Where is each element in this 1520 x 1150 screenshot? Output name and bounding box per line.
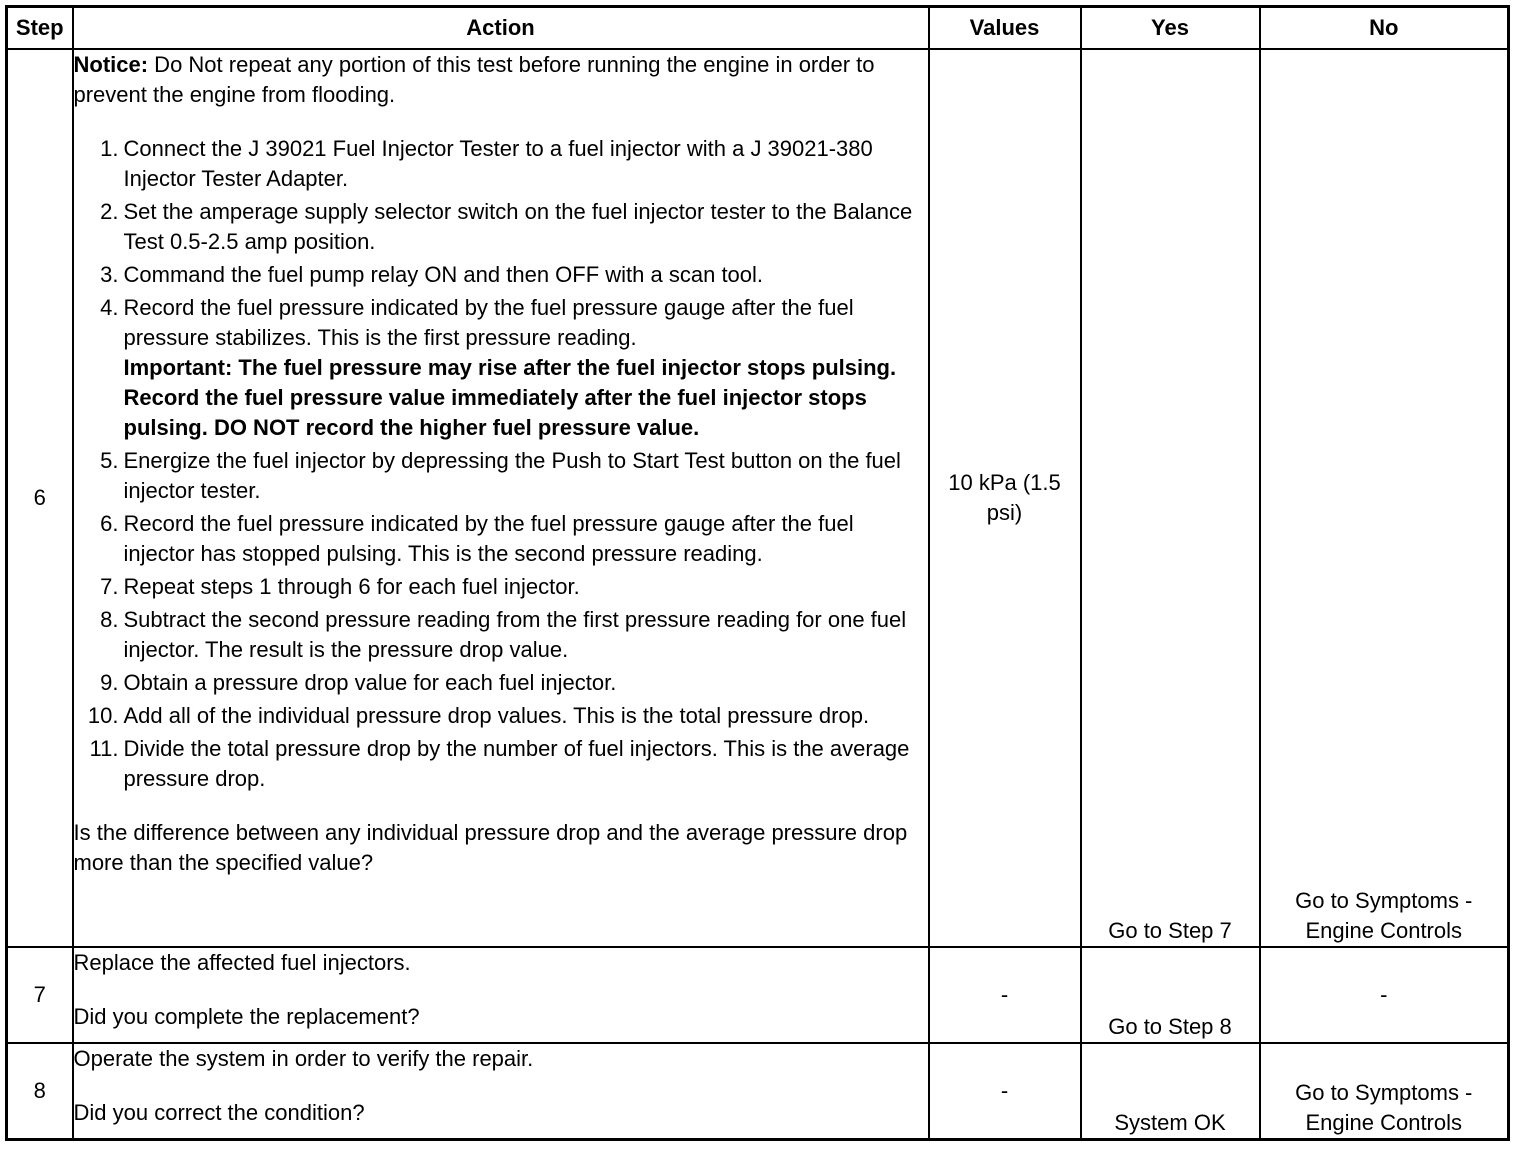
item-number: 5. [100, 448, 119, 473]
item-number: 3. [100, 262, 119, 287]
step-question: Did you correct the condition? [73, 1100, 365, 1125]
header-row [7, 7, 1509, 50]
table-row-step-7 [7, 947, 1509, 1043]
procedure-step-list [74, 134, 928, 794]
item-text: Repeat steps 1 through 6 for each fuel injector. [123, 574, 580, 599]
item-text: Subtract the second pressure reading from the first pressure reading for one fuel injector. The result is the pressure drop value. [123, 607, 907, 662]
no-cell: Go to Symptoms - Engine Controls [1260, 1043, 1509, 1140]
table-row-step-6 [7, 49, 1509, 947]
step-question: Did you complete the replacement? [73, 1004, 420, 1029]
item-text: Record the fuel pressure indicated by the fuel pressure gauge after the fuel pressure stabilizes. This is the first pressure reading. [123, 295, 854, 350]
list-item [74, 572, 928, 602]
header-no: No [1260, 7, 1509, 50]
item-text: Command the fuel pump relay ON and then OFF with a scan tool. [123, 262, 764, 287]
item-number: 8. [100, 607, 119, 632]
item-text: Obtain a pressure drop value for each fuel injector. [123, 670, 617, 695]
no-cell: - [1260, 947, 1509, 1043]
step-number: 6 [7, 49, 73, 947]
list-item [74, 701, 928, 731]
header-action: Action [73, 7, 929, 50]
table-row-step-8 [7, 1043, 1509, 1140]
item-number: 9. [100, 670, 119, 695]
header-yes: Yes [1081, 7, 1260, 50]
item-text: Record the fuel pressure indicated by the fuel pressure gauge after the fuel injector has stopped pulsing. This is the second pressure reading. [123, 511, 854, 566]
item-text: Energize the fuel injector by depressing the Push to Start Test button on the fuel injector tester. [123, 448, 901, 503]
list-item [74, 668, 928, 698]
action-cell [73, 1043, 929, 1140]
item-text: Divide the total pressure drop by the number of fuel injectors. This is the average pressure drop. [123, 736, 910, 791]
values-cell: - [929, 947, 1081, 1043]
values-cell: 10 kPa (1.5 psi) [929, 49, 1081, 947]
item-number: 2. [100, 199, 119, 224]
important-note: Important: The fuel pressure may rise after the fuel injector stops pulsing. Record the fuel pressure value immediately after the fuel injector stops pulsing. DO NOT record the higher fuel pressure value. [123, 355, 897, 440]
notice-text: Do Not repeat any portion of this test before running the engine in order to prevent the engine from flooding. [73, 52, 875, 107]
action-cell [73, 49, 929, 947]
item-text: Add all of the individual pressure drop values. This is the total pressure drop. [123, 703, 870, 728]
item-number: 7. [100, 574, 119, 599]
values-cell: - [929, 1043, 1081, 1140]
step-number: 8 [7, 1043, 73, 1140]
item-number: 1. [100, 136, 119, 161]
item-number: 6. [100, 511, 119, 536]
list-item [74, 734, 928, 794]
action-text: Operate the system in order to verify the repair. [73, 1046, 534, 1071]
list-item [74, 197, 928, 257]
item-number: 10. [87, 703, 119, 728]
item-text: Set the amperage supply selector switch on the fuel injector tester to the Balance Test 0.5-2.5 amp position. [123, 199, 913, 254]
list-item [74, 260, 928, 290]
list-item [74, 134, 928, 194]
yes-cell: Go to Step 8 [1081, 947, 1260, 1043]
list-item [74, 605, 928, 665]
step-question: Is the difference between any individual pressure drop and the average pressure drop more than the specified value? [73, 820, 908, 875]
no-cell: Go to Symptoms - Engine Controls [1260, 49, 1509, 947]
item-number: 11. [89, 736, 119, 761]
yes-cell: System OK [1081, 1043, 1260, 1140]
action-cell [73, 947, 929, 1043]
item-text: Connect the J 39021 Fuel Injector Tester to a fuel injector with a J 39021-380 Injector Tester Adapter. [123, 136, 873, 191]
list-item [74, 446, 928, 506]
step-number: 7 [7, 947, 73, 1043]
action-text: Replace the affected fuel injectors. [73, 950, 411, 975]
yes-cell: Go to Step 7 [1081, 49, 1260, 947]
notice-label: Notice: [73, 52, 149, 77]
list-item [74, 293, 928, 443]
notice-paragraph [74, 50, 928, 110]
header-step: Step [7, 7, 73, 50]
item-number: 4. [100, 295, 119, 320]
diagnostic-procedure-table [5, 5, 1510, 1141]
header-values: Values [929, 7, 1081, 50]
list-item [74, 509, 928, 569]
